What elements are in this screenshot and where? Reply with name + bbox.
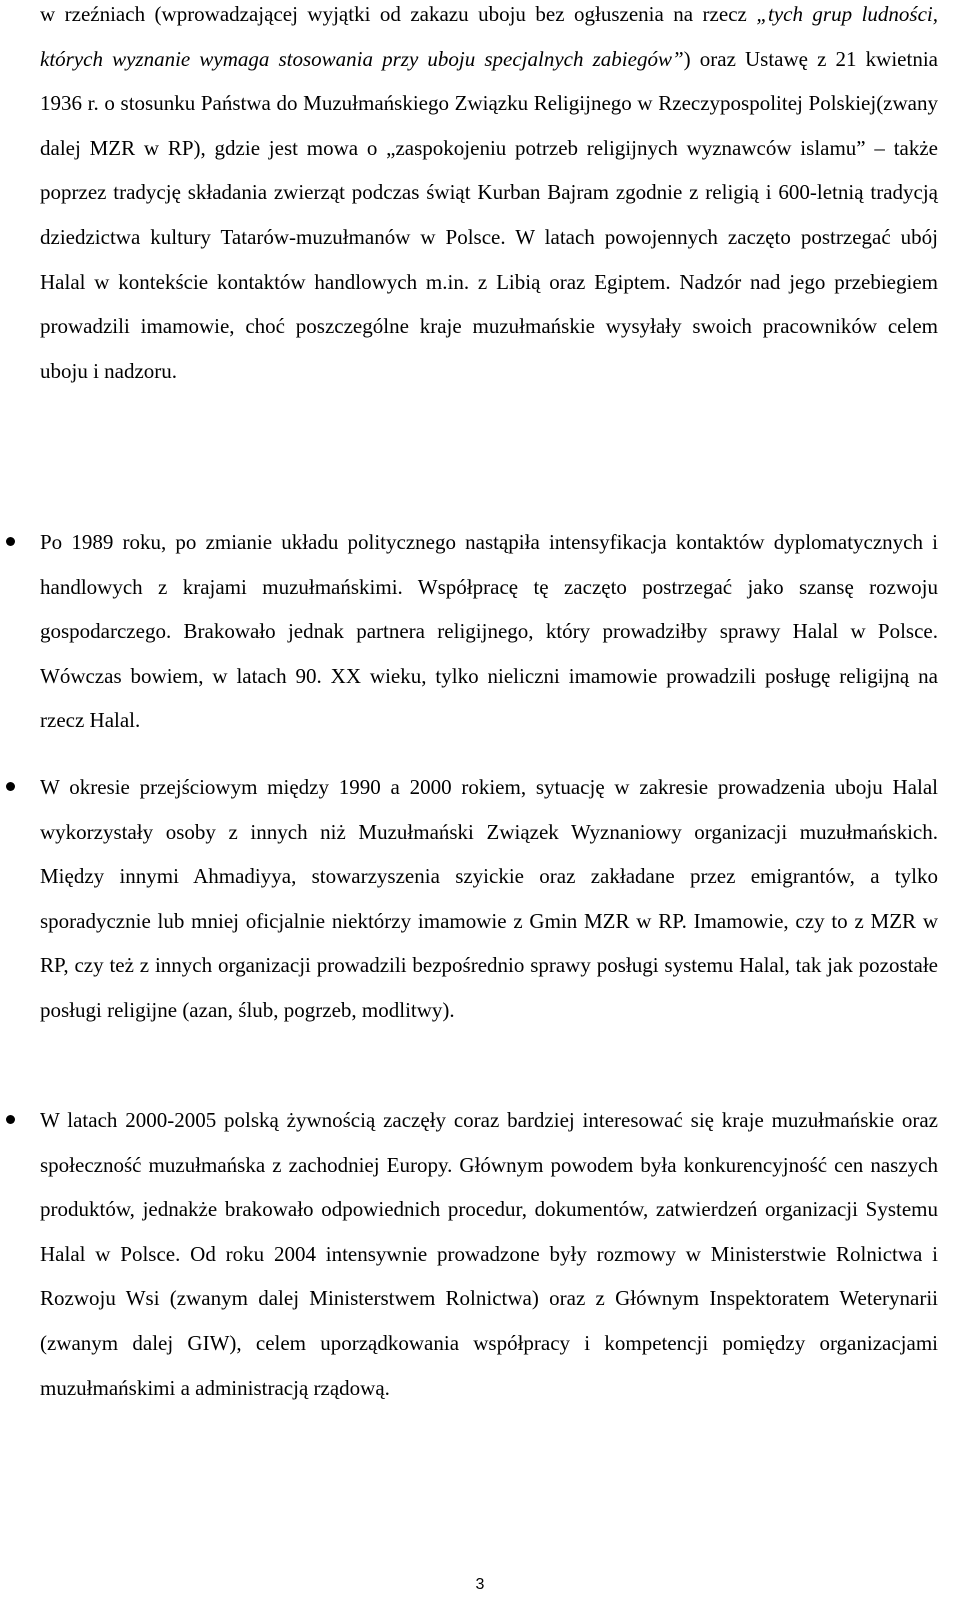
intro-paragraph: [40, 0, 938, 393]
list-item: [40, 765, 938, 1033]
list-item: [40, 1098, 938, 1410]
list-item: [40, 520, 938, 743]
page-number: 3: [475, 1576, 485, 1593]
bullet-icon: [6, 1115, 15, 1124]
bullet-text: W okresie przejściowym między 1990 a 2000 rokiem, sytuację w zakresie prowadzenia uboju Halal wykorzystały osoby z innych niż Muzułmański Związek Wyznaniowy organizacji muzułmańskich. Między innymi Ahmadiyya, stowarzyszenia szyickie oraz zakładane przez emigrantów, a tylko sporadycznie lub mniej oficjalnie niektórzy imamowie z Gmin MZR w RP. Imamowie, czy to z MZR w RP, czy też z innych organizacji prowadzili bezpośrednio sprawy posługi systemu Halal, tak jak pozostałe posługi religijne (azan, ślub, pogrzeb, modlitwy).: [40, 775, 938, 1022]
document-page: [40, 0, 938, 1400]
intro-suffix: ) oraz Ustawę z 21 kwietnia 1936 r. o stosunku Państwa do Muzułmańskiego Związku Religijnego w Rzeczypospolitej Polskiej(zwany dalej MZR w RP), gdzie jest mowa o „zaspokojeniu potrzeb religijnych wyznawców islamu” – także poprzez tradycję składania zwierząt podczas świąt Kurban Bajram zgodnie z religią i 600-letnią tradycją dziedzictwa kultury Tatarów-muzułmanów w Polsce. W latach powojennych zaczęto postrzegać ubój Halal w kontekście kontaktów handlowych m.in. z Libią oraz Egiptem. Nadzór nad jego przebiegiem prowadzili imamowie, choć poszczególne kraje muzułmańskie wysyłały swoich pracowników celem uboju i nadzoru.: [40, 46, 938, 383]
bullet-text: W latach 2000-2005 polską żywnością zaczęły coraz bardziej interesować się kraje muzułmańskie oraz społeczność muzułmańska z zachodniej Europy. Głównym powodem była konkurencyjność cen naszych produktów, jednakże brakowało odpowiednich procedur, dokumentów, zatwierdzeń organizacji Systemu Halal w Polsce. Od roku 2004 intensywnie prowadzone były rozmowy w Ministerstwie Rolnictwa i Rozwoju Wsi (zwanym dalej Ministerstwem Rolnictwa) oraz z Głównym Inspektoratem Weterynarii (zwanym dalej GIW), celem uporządkowania współpracy i kompetencji pomiędzy organizacjami muzułmańskimi a administracją rządową.: [40, 1108, 938, 1400]
intro-quote: „tych grup ludności, których wyznanie wymaga stosowania przy uboju specjalnych zabiegów”: [40, 2, 938, 71]
bullet-text: Po 1989 roku, po zmianie układu politycznego nastąpiła intensyfikacja kontaktów dyplomatycznych i handlowych z krajami muzułmańskimi. Współpracę tę zaczęto postrzegać jako szansę rozwoju gospodarczego. Brakowało jednak partnera religijnego, który prowadziłby sprawy Halal w Polsce. Wówczas bowiem, w latach 90. XX wieku, tylko nieliczni imamowie prowadzili posługę religijną na rzecz Halal.: [40, 530, 938, 733]
bullet-icon: [6, 537, 15, 546]
bullet-icon: [6, 782, 15, 791]
intro-prefix: w rzeźniach (wprowadzającej wyjątki od zakazu uboju bez ogłuszenia na rzecz: [40, 2, 757, 26]
